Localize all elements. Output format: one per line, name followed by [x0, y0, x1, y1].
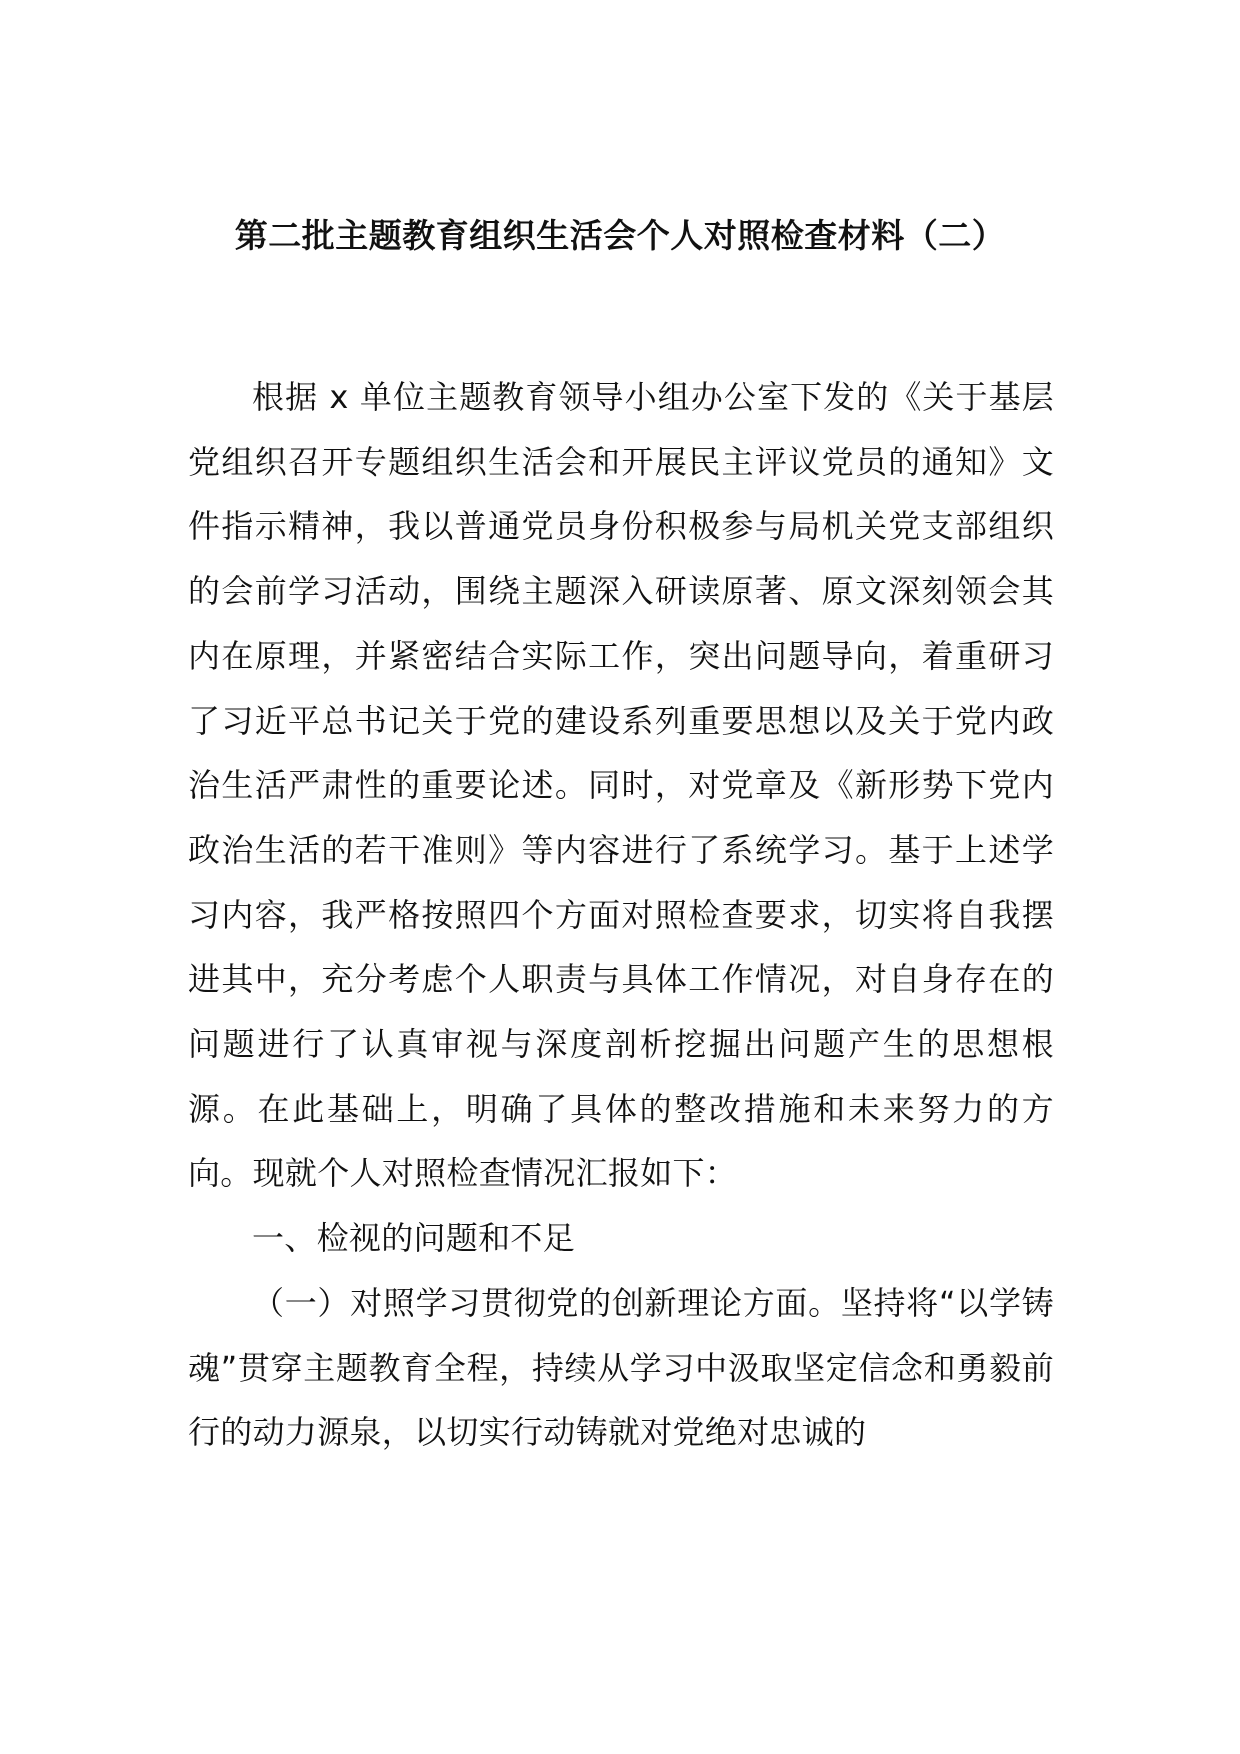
- paragraph-intro: 根据 x 单位主题教育领导小组办公室下发的《关于基层党组织召开专题组织生活会和开展民主评议党员的通知》文件指示精神，我以普通党员身份积极参与局机关党支部组织的会前学习活动，围绕主题深入研读原著、原文深刻领会其内在原理，并紧密结合实际工作，突出问题导向，着重研习了习近平总书记关于党的建设系列重要思想以及关于党内政治生活严肃性的重要论述。同时，对党章及《新形势下党内政治生活的若干准则》等内容进行了系统学习。基于上述学习内容，我严格按照四个方面对照检查要求，切实将自我摆进其中，充分考虑个人职责与具体工作情况，对自身存在的问题进行了认真审视与深度剖析挖掘出问题产生的思想根源。在此基础上，明确了具体的整改措施和未来努力的方向。现就个人对照检查情况汇报如下：: [188, 378, 1054, 1193]
- section-heading: 一、检视的问题和不足: [252, 1219, 576, 1258]
- paragraph-subsection-1: （一）对照学习贯彻党的创新理论方面。坚持将“以学铸魂”贯穿主题教育全程，持续从学习中汲取坚定信念和勇毅前行的动力源泉，以切实行动铸就对党绝对忠诚的: [188, 1283, 1054, 1452]
- document-body: [188, 365, 1054, 1465]
- document-title: 第二批主题教育组织生活会个人对照检查材料（二）: [234, 216, 1006, 255]
